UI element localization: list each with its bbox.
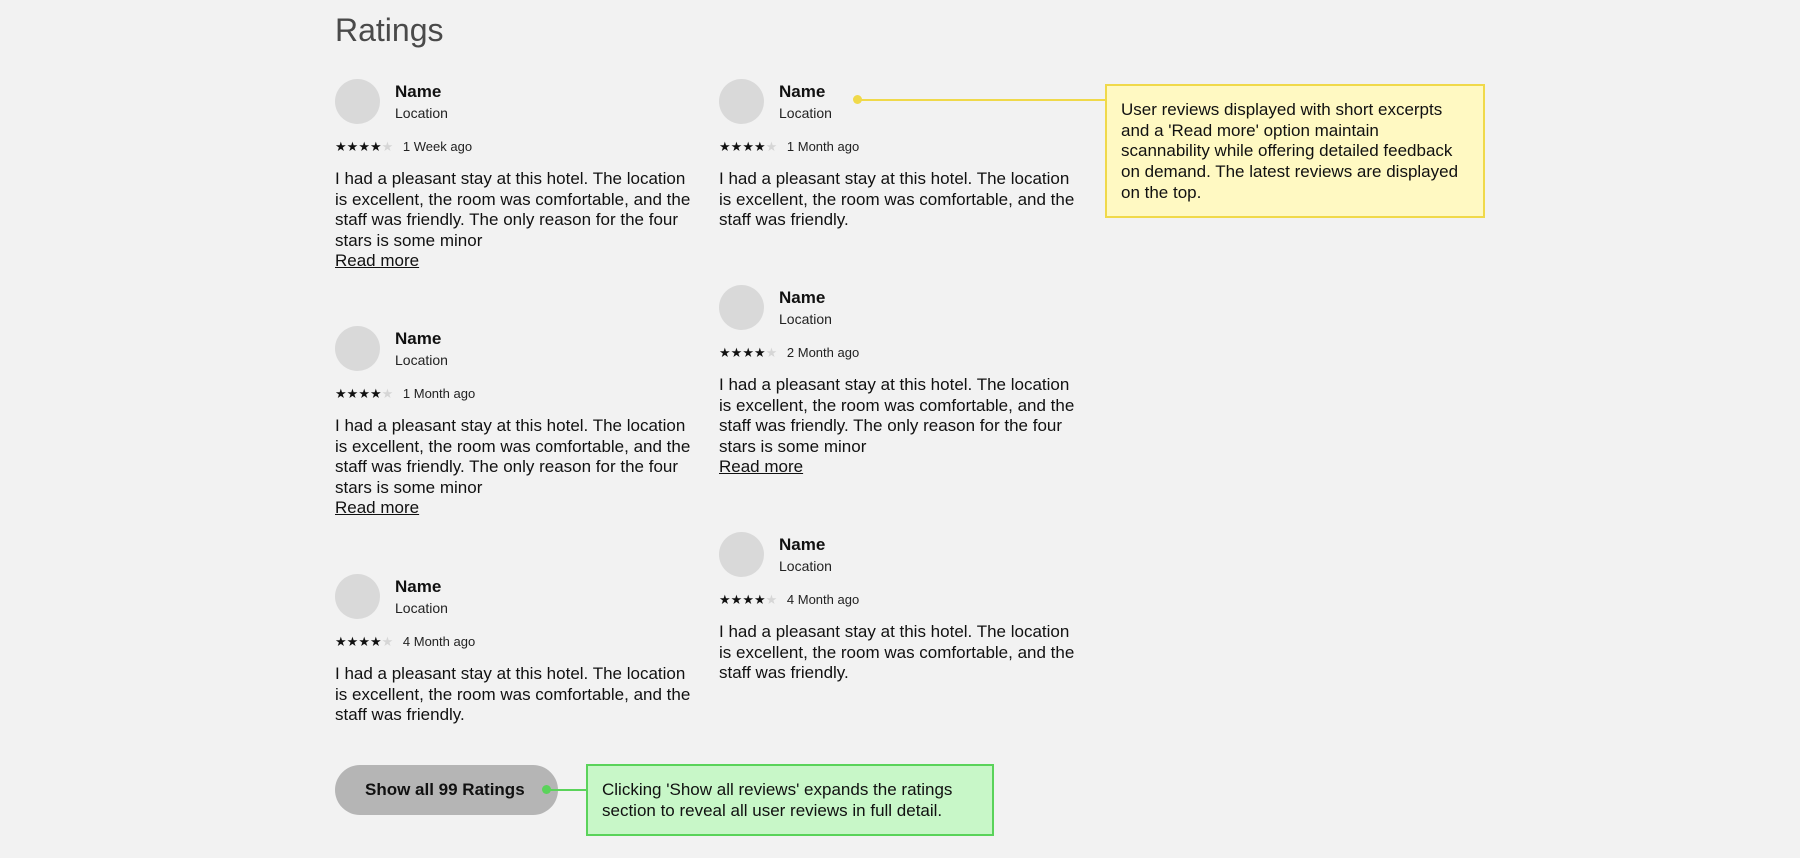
reviewer-name: Name	[779, 535, 826, 554]
review-date: 2 Month ago	[786, 345, 860, 360]
star-filled-icon: ★	[369, 386, 382, 401]
annotation-connector	[857, 99, 1107, 101]
star-empty-icon: ★	[381, 634, 394, 649]
reviewer-location: Location	[395, 352, 448, 368]
annotation-dot	[853, 95, 862, 104]
star-rating	[335, 634, 393, 649]
reviewer-name: Name	[779, 82, 826, 101]
avatar	[335, 326, 380, 371]
star-filled-icon: ★	[742, 139, 754, 154]
star-filled-icon: ★	[335, 386, 347, 401]
star-filled-icon: ★	[742, 345, 754, 360]
star-filled-icon: ★	[346, 386, 359, 401]
star-rating	[719, 345, 777, 360]
star-empty-icon: ★	[765, 139, 778, 154]
star-filled-icon: ★	[358, 139, 370, 154]
star-filled-icon: ★	[742, 592, 754, 607]
avatar	[719, 79, 764, 124]
avatar	[719, 532, 764, 577]
review-meta	[335, 386, 475, 402]
star-filled-icon: ★	[753, 139, 766, 154]
star-filled-icon: ★	[730, 592, 743, 607]
reviewer-name: Name	[395, 82, 442, 101]
read-more-link[interactable]: Read more	[335, 498, 420, 517]
avatar	[335, 574, 380, 619]
reviewer-location: Location	[779, 558, 832, 574]
star-rating	[719, 139, 777, 154]
review-text: I had a pleasant stay at this hotel. The location is excellent, the room was comfortable, and the staff was friendly.	[719, 169, 1075, 230]
review-meta	[335, 634, 475, 650]
avatar	[335, 79, 380, 124]
star-filled-icon: ★	[753, 345, 766, 360]
reviewer-name: Name	[395, 329, 442, 348]
avatar	[719, 285, 764, 330]
star-empty-icon: ★	[381, 139, 394, 154]
review-text: I had a pleasant stay at this hotel. The location is excellent, the room was comfortable, and the staff was friendly. The only reason for the four stars is some minor	[335, 416, 691, 498]
star-filled-icon: ★	[753, 592, 766, 607]
star-filled-icon: ★	[719, 345, 731, 360]
star-filled-icon: ★	[346, 139, 359, 154]
review-text: I had a pleasant stay at this hotel. The location is excellent, the room was comfortable, and the staff was friendly. The only reason for the four stars is some minor	[335, 169, 691, 251]
reviewer-location: Location	[779, 105, 832, 121]
show-all-ratings-button[interactable]: Show all 99 Ratings	[335, 765, 558, 815]
reviewer-name: Name	[779, 288, 826, 307]
reviewer-location: Location	[779, 311, 832, 327]
review-date: 4 Month ago	[786, 592, 860, 607]
review-date: 1 Month ago	[786, 139, 860, 154]
review-date: 4 Month ago	[402, 634, 476, 649]
star-empty-icon: ★	[765, 592, 778, 607]
review-meta	[719, 345, 859, 361]
star-filled-icon: ★	[719, 592, 731, 607]
review-meta	[335, 139, 472, 155]
review-date: 1 Week ago	[402, 139, 473, 154]
review-meta	[719, 592, 859, 608]
review-text: I had a pleasant stay at this hotel. The location is excellent, the room was comfortable, and the staff was friendly.	[335, 664, 691, 725]
star-filled-icon: ★	[358, 634, 370, 649]
show-all-annotation-note: Clicking 'Show all reviews' expands the ratings section to reveal all user reviews in full detail.	[586, 764, 994, 836]
star-rating	[719, 592, 777, 607]
reviewer-name: Name	[395, 577, 442, 596]
star-filled-icon: ★	[719, 139, 731, 154]
reviewer-location: Location	[395, 105, 448, 121]
star-filled-icon: ★	[369, 634, 382, 649]
star-empty-icon: ★	[381, 386, 394, 401]
reviews-annotation-note: User reviews displayed with short excerpts and a 'Read more' option maintain scannability while offering detailed feedback on demand. The latest reviews are displayed on the top.	[1105, 84, 1485, 218]
review-text: I had a pleasant stay at this hotel. The location is excellent, the room was comfortable, and the staff was friendly.	[719, 622, 1075, 683]
page-title: Ratings	[335, 12, 444, 48]
read-more-link[interactable]: Read more	[335, 251, 420, 270]
star-filled-icon: ★	[335, 634, 347, 649]
star-filled-icon: ★	[730, 139, 743, 154]
star-filled-icon: ★	[369, 139, 382, 154]
annotation-connector	[546, 789, 588, 791]
review-text: I had a pleasant stay at this hotel. The location is excellent, the room was comfortable, and the staff was friendly. The only reason for the four stars is some minor	[719, 375, 1075, 457]
star-rating	[335, 139, 393, 154]
reviewer-location: Location	[395, 600, 448, 616]
annotation-dot	[542, 785, 551, 794]
star-filled-icon: ★	[730, 345, 743, 360]
review-date: 1 Month ago	[402, 386, 476, 401]
star-filled-icon: ★	[335, 139, 347, 154]
star-rating	[335, 386, 393, 401]
read-more-link[interactable]: Read more	[719, 457, 804, 476]
star-filled-icon: ★	[346, 634, 359, 649]
review-meta	[719, 139, 859, 155]
star-filled-icon: ★	[358, 386, 370, 401]
star-empty-icon: ★	[765, 345, 778, 360]
